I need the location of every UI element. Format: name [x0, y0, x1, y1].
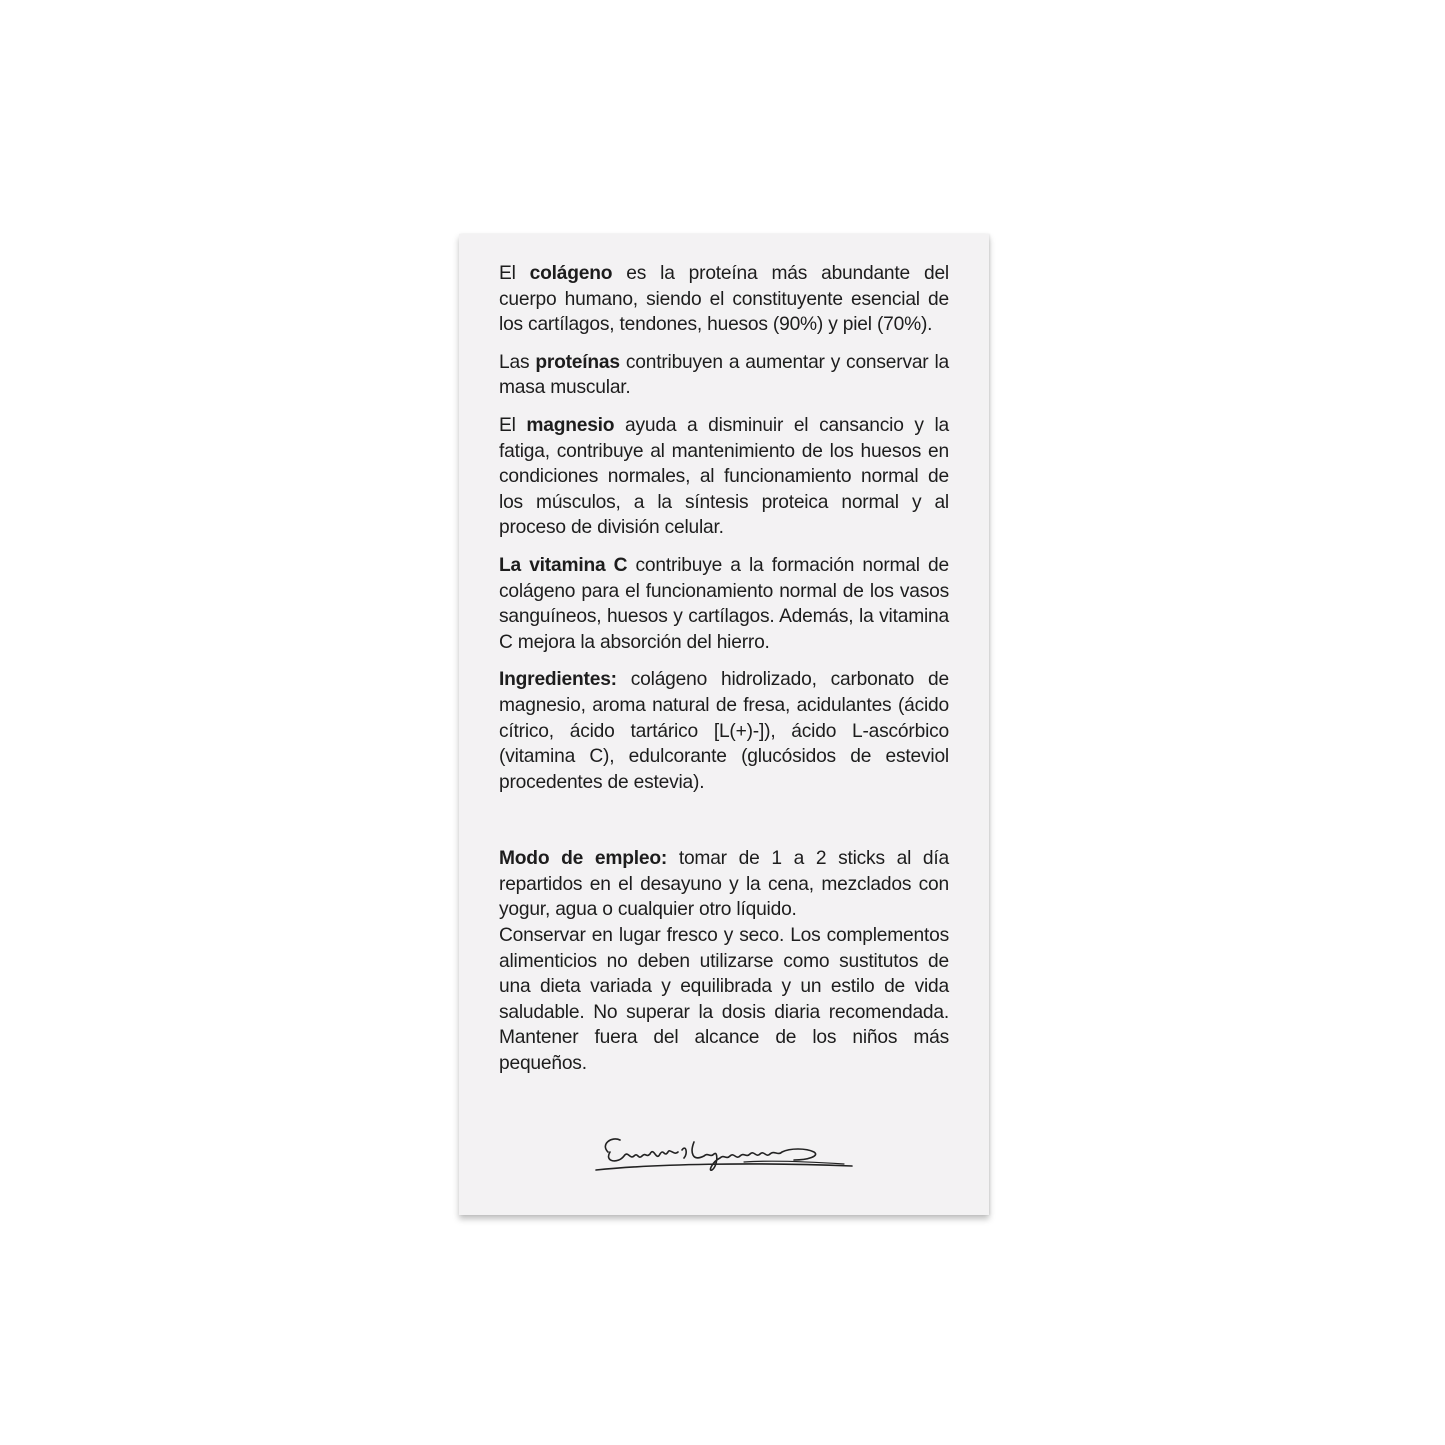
product-leaflet: [459, 234, 989, 1215]
proteins-paragraph: [499, 350, 949, 401]
section-spacer: [499, 807, 949, 846]
ingredients-text: colágeno hidrolizado, carbonato de magnesio, aroma natural de fresa, acidulantes (ácido cítrico, ácido tartárico [L(+)-]), ácido L-ascórbico (vitamina C), edulcorante (glucósidos de esteviol procedentes de estevia).: [499, 669, 949, 793]
proteins-text: contribuyen a aumentar y conservar la masa muscular.: [499, 351, 950, 399]
proteins-intro: Las: [499, 351, 536, 373]
storage-text: Conservar en lugar fresco y seco. Los complementos alimenticios no deben utilizarse como sustitutos de una dieta variada y equilibrada y un estilo de vida saludable. No superar la dosis diaria recomendada. Mantener fuera del alcance de los niños más pequeños.: [499, 925, 949, 1075]
vitamin-c-text: contribuye a la formación normal de colágeno para el funcionamiento normal de los vasos sanguíneos, huesos y cartílagos. Además, la vitamina C mejora la absorción del hierro.: [499, 554, 949, 653]
ingredients-paragraph: [499, 667, 949, 795]
collagen-term: colágeno: [529, 263, 613, 284]
magnesium-term: magnesio: [526, 414, 615, 436]
vitamin-c-term: La vitamina C: [499, 554, 628, 576]
collagen-paragraph: [499, 261, 949, 338]
handwritten-signature: [594, 1122, 859, 1182]
collagen-intro: El: [499, 263, 530, 284]
magnesium-intro: El: [499, 414, 527, 436]
leaflet-text-panel: [459, 234, 989, 1215]
storage-paragraph: [499, 923, 949, 1077]
usage-paragraph: [499, 846, 949, 923]
ingredients-term: Ingredientes:: [499, 669, 617, 691]
magnesium-paragraph: [499, 413, 949, 541]
usage-text: tomar de 1 a 2 sticks al día repartidos en el desayuno y la cena, mezclados con yogur, agua o cualquier otro líquido.: [499, 848, 949, 921]
collagen-text: es la proteína más abundante del cuerpo humano, siendo el constituyente esencial de los cartílagos, tendones, huesos (90%) y piel (70%).: [499, 263, 949, 336]
proteins-term: proteínas: [535, 351, 620, 373]
usage-term: Modo de empleo:: [499, 848, 668, 870]
vitamin-c-paragraph: [499, 553, 949, 655]
magnesium-text: ayuda a disminuir el cansancio y la fatiga, contribuye al mantenimiento de los huesos en condiciones normales, al funcionamiento normal de los músculos, a la síntesis proteica normal y al proceso de división celular.: [499, 414, 949, 539]
